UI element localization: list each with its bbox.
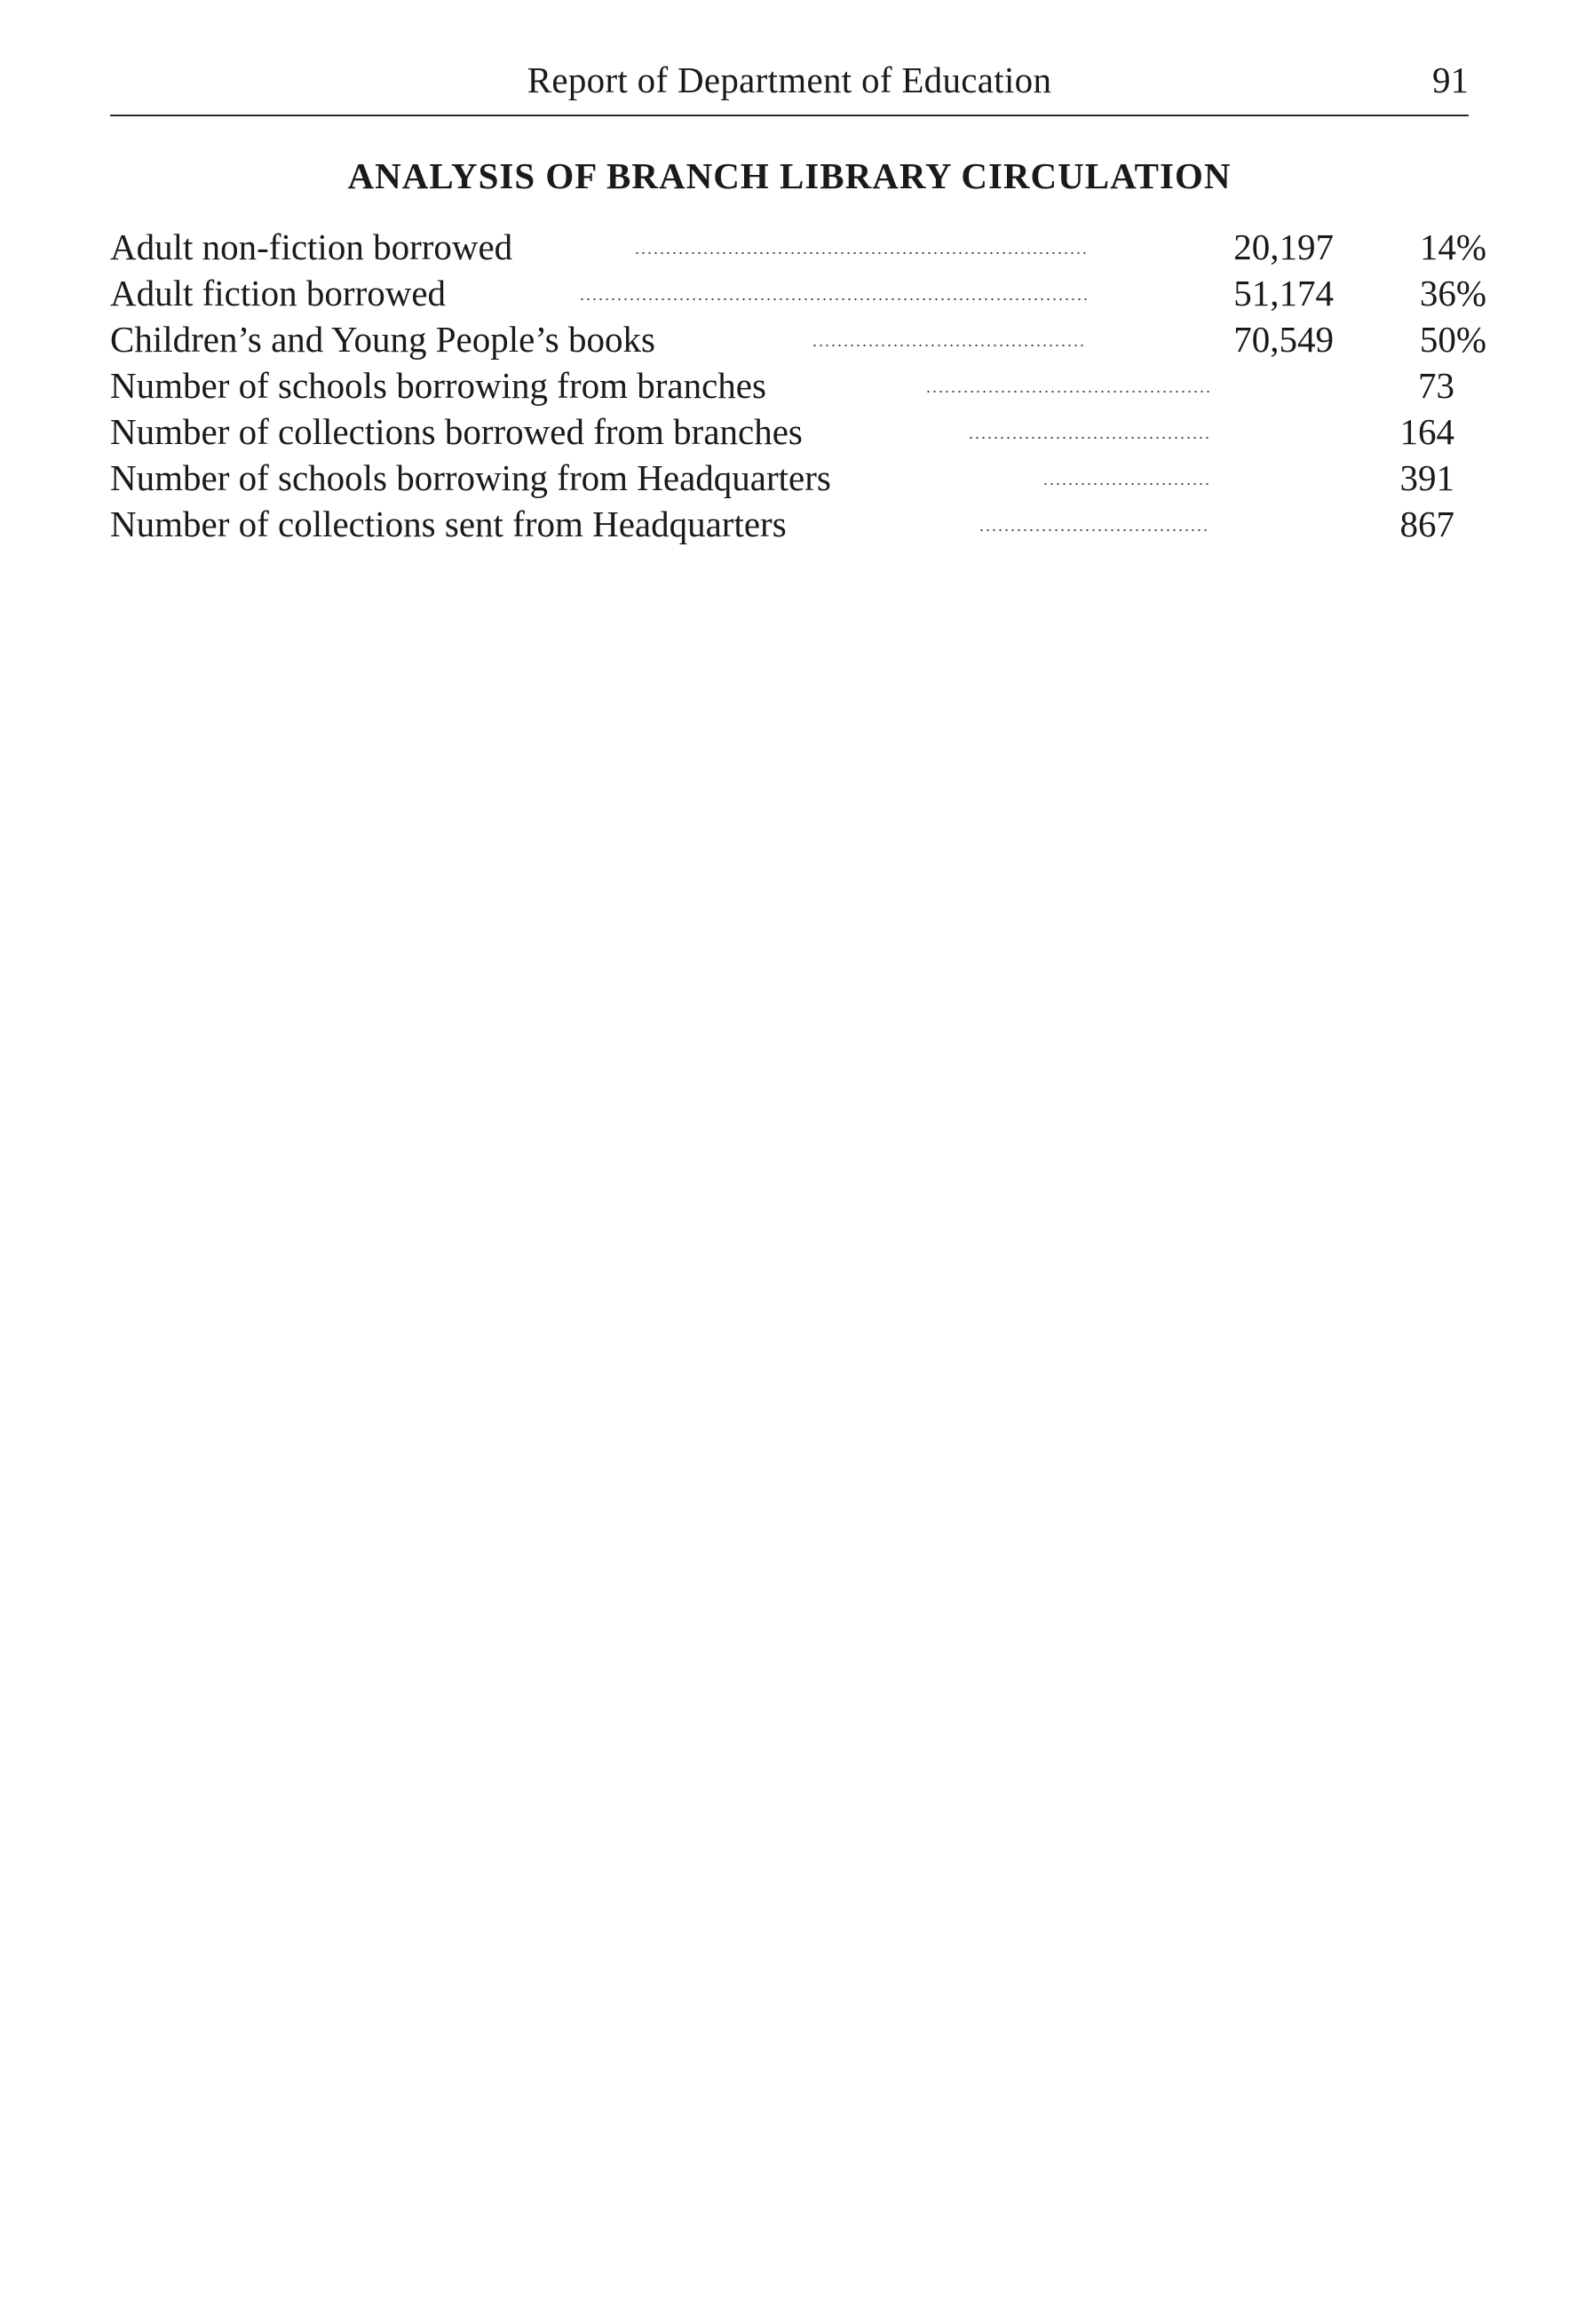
page-number: 91 bbox=[1432, 59, 1469, 100]
table-row bbox=[110, 408, 1486, 455]
table-row bbox=[110, 501, 1486, 547]
leader-dots bbox=[1042, 481, 1209, 487]
row-label: Number of collections borrowed from branches bbox=[110, 411, 803, 452]
row-percent: 14% bbox=[1419, 226, 1486, 267]
row-count: 164 bbox=[1399, 411, 1454, 452]
row-percent: 36% bbox=[1419, 273, 1486, 313]
row-count: 51,174 bbox=[1233, 273, 1334, 313]
row-count: 20,197 bbox=[1233, 226, 1334, 267]
row-label: Adult non-fiction borrowed bbox=[110, 226, 513, 267]
page-header bbox=[110, 52, 1469, 105]
row-count: 70,549 bbox=[1233, 319, 1334, 360]
table-row bbox=[110, 224, 1486, 270]
row-label: Number of schools borrowing from Headquarters bbox=[110, 457, 831, 498]
table-row bbox=[110, 316, 1486, 362]
leader-dots bbox=[979, 527, 1209, 533]
running-head: Report of Department of Education bbox=[527, 59, 1052, 100]
leader-dots bbox=[812, 343, 1087, 348]
row-label: Children’s and Young People’s books bbox=[110, 319, 655, 360]
row-label: Number of schools borrowing from branches bbox=[110, 365, 766, 406]
leader-dots bbox=[634, 250, 1087, 256]
table-row bbox=[110, 362, 1486, 408]
table-row bbox=[110, 455, 1486, 501]
leader-dots bbox=[968, 435, 1209, 440]
row-count: 391 bbox=[1399, 457, 1454, 498]
table-row bbox=[110, 270, 1486, 316]
leader-dots bbox=[925, 389, 1209, 394]
row-count: 73 bbox=[1418, 365, 1454, 406]
row-count: 867 bbox=[1399, 504, 1454, 544]
row-label: Number of collections sent from Headquarters bbox=[110, 504, 787, 544]
row-percent: 50% bbox=[1419, 319, 1486, 360]
leader-dots bbox=[579, 297, 1087, 302]
section-title: ANALYSIS OF BRANCH LIBRARY CIRCULATION bbox=[347, 155, 1232, 196]
header-rule bbox=[110, 115, 1469, 116]
row-label: Adult fiction borrowed bbox=[110, 273, 447, 313]
